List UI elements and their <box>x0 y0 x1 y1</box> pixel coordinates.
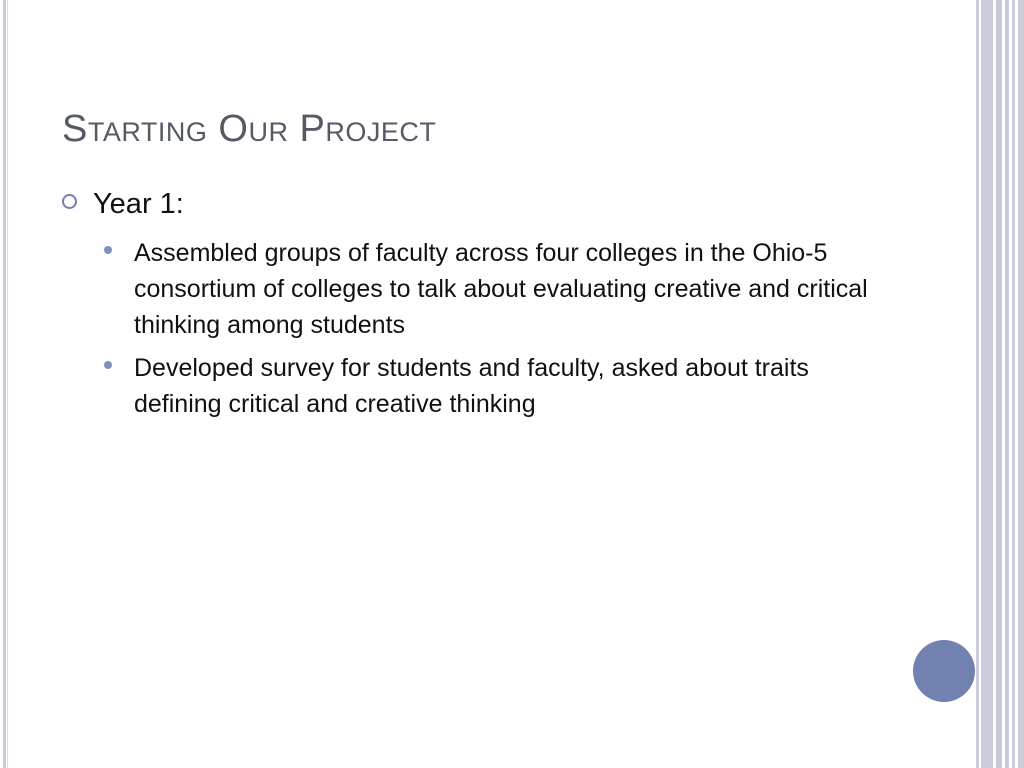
slide-content <box>62 188 882 422</box>
bullet-level-2 <box>104 350 882 422</box>
bullet-level-1 <box>62 188 882 221</box>
stripe <box>981 0 993 768</box>
ring-bullet-icon <box>62 194 77 209</box>
left-border-line <box>3 0 6 768</box>
stripe <box>1005 0 1009 768</box>
left-border-line <box>7 0 8 768</box>
stripe <box>996 0 1002 768</box>
dot-bullet-icon <box>104 361 112 369</box>
sub-bullet-text: Developed survey for students and faculty, asked about traits defining critical and creative thinking <box>134 354 809 418</box>
dot-bullet-icon <box>104 246 112 254</box>
stripe <box>1012 0 1015 768</box>
decorative-circle <box>913 640 975 702</box>
left-border <box>0 0 8 768</box>
slide-title: Starting Our Project <box>62 108 437 150</box>
bullet-level-2 <box>104 235 882 343</box>
sub-bullet-text: Assembled groups of faculty across four colleges in the Ohio-5 consortium of colleges to talk about evaluating creative and critical thinking among students <box>134 239 868 339</box>
bullet-text: Year 1: <box>93 188 184 220</box>
stripe <box>1018 0 1024 768</box>
stripe <box>976 0 979 768</box>
right-decorative-stripes <box>976 0 1024 768</box>
